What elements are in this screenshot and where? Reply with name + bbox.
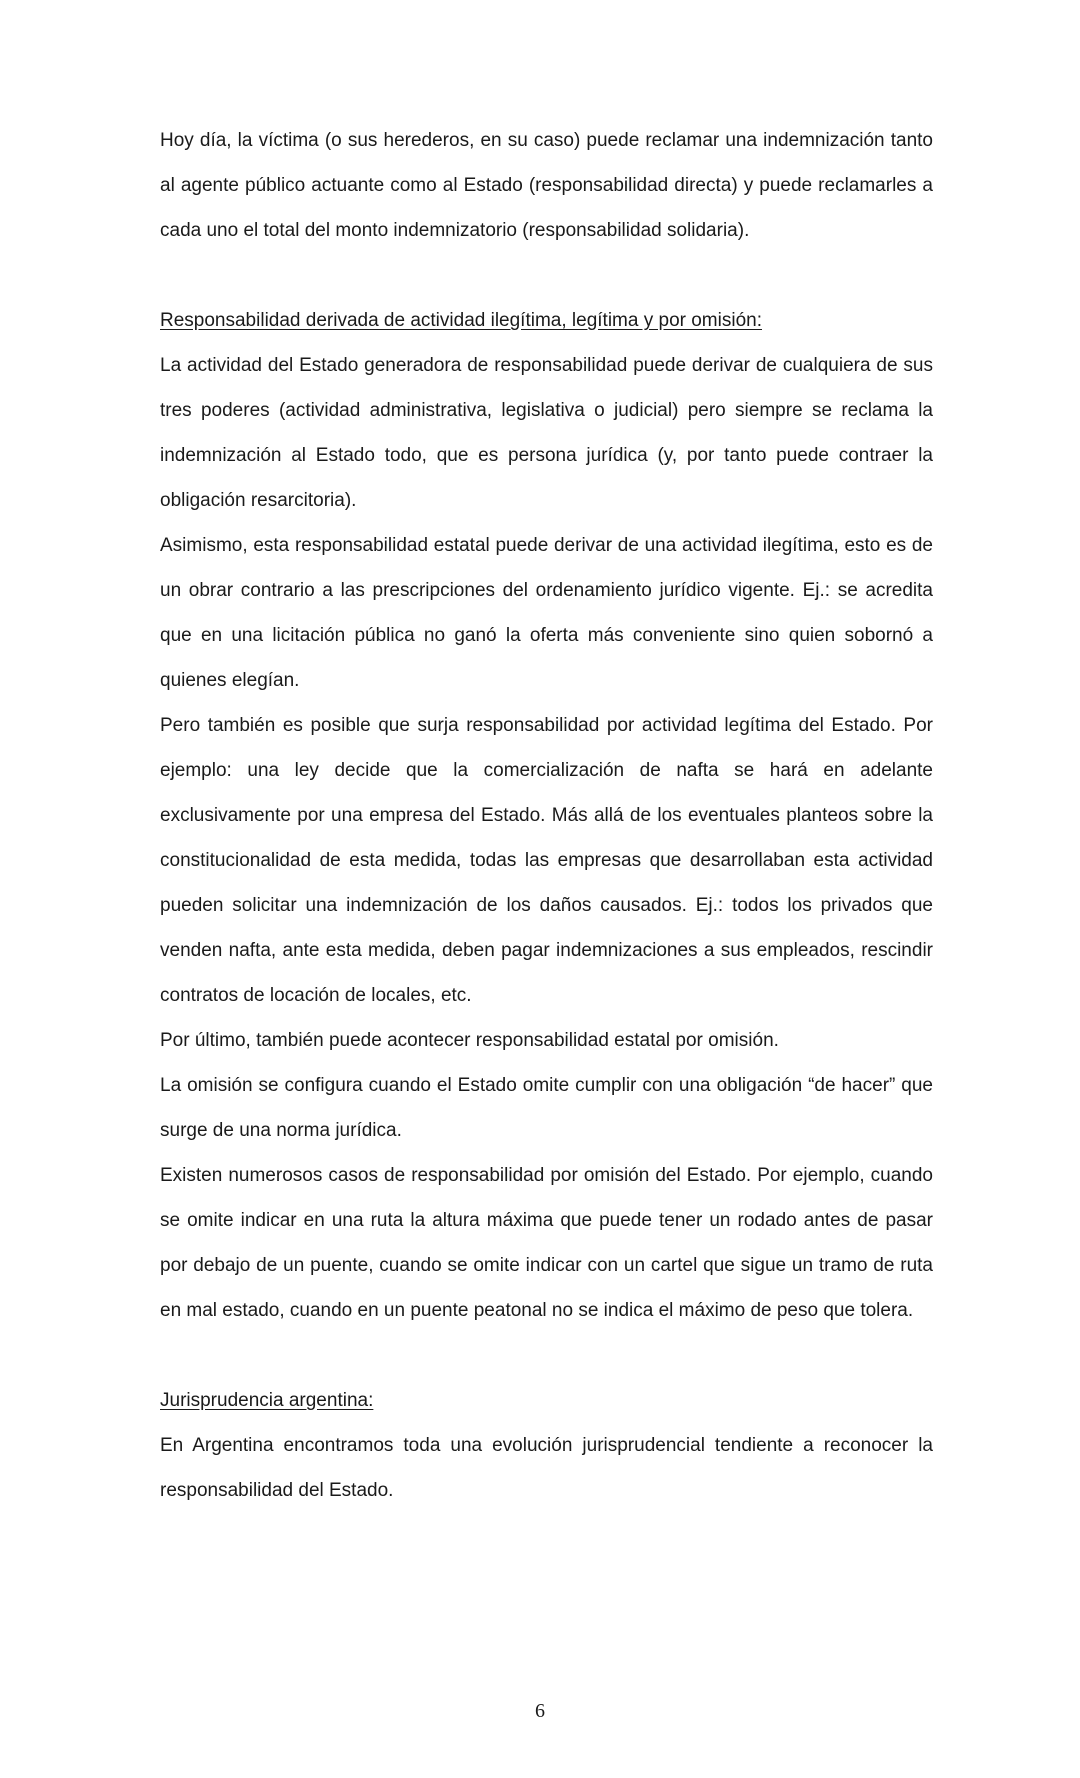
paragraph-omision-ejemplos: Existen numerosos casos de responsabilidad por omisión del Estado. Por ejemplo, cuando se omite indicar en una ruta la altura máxima que puede tener un rodado antes de pasar por debajo de un puente, cuando se omite indicar con un cartel que sigue un tramo de ruta en mal estado, cuando en un puente peatonal no se indica el máximo de peso que tolera. — [160, 1165, 933, 1321]
page-body — [160, 118, 933, 1513]
intro-paragraph: Hoy día, la víctima (o sus herederos, en su caso) puede reclamar una indemnización tanto al agente público actuante como al Estado (responsabilidad directa) y puede reclamarles a cada uno el total del monto indemnizatorio (responsabilidad solidaria). — [160, 130, 933, 241]
paragraph-omision-intro: Por último, también puede acontecer responsabilidad estatal por omisión. — [160, 1030, 779, 1051]
paragraph-actividad-legitima: Pero también es posible que surja responsabilidad por actividad legítima del Estado. Por ejemplo: una ley decide que la comercialización de nafta se hará en adelante exclusivamente por una empresa del Estado. Más allá de los eventuales planteos sobre la constitucionalidad de esta medida, todas las empresas que desarrollaban esta actividad pueden solicitar una indemnización de los daños causados. Ej.: todos los privados que venden nafta, ante esta medida, deben pagar indemnizaciones a sus empleados, rescindir contratos de locación de locales, etc. — [160, 715, 933, 1006]
section-spacer — [160, 1333, 933, 1378]
section-heading-jurisprudencia: Jurisprudencia argentina: — [160, 1390, 374, 1411]
paragraph-actividad-ilegitima: Asimismo, esta responsabilidad estatal puede derivar de una actividad ilegítima, esto es de un obrar contrario a las prescripciones del ordenamiento jurídico vigente. Ej.: se acredita que en una licitación pública no ganó la oferta más conveniente sino quien sobornó a quienes elegían. — [160, 535, 933, 691]
page-number: 6 — [535, 1700, 545, 1722]
paragraph-actividad-estado: La actividad del Estado generadora de responsabilidad puede derivar de cualquiera de sus tres poderes (actividad administrativa, legislativa o judicial) pero siempre se reclama la indemnización al Estado todo, que es persona jurídica (y, por tanto puede contraer la obligación resarcitoria). — [160, 355, 933, 511]
paragraph-omision-definicion: La omisión se configura cuando el Estado omite cumplir con una obligación “de hacer” que surge de una norma jurídica. — [160, 1075, 933, 1141]
section-heading-responsabilidad: Responsabilidad derivada de actividad ilegítima, legítima y por omisión: — [160, 310, 762, 331]
section-spacer — [160, 253, 933, 298]
paragraph-jurisprudencia: En Argentina encontramos toda una evolución jurisprudencial tendiente a reconocer la responsabilidad del Estado. — [160, 1435, 933, 1501]
